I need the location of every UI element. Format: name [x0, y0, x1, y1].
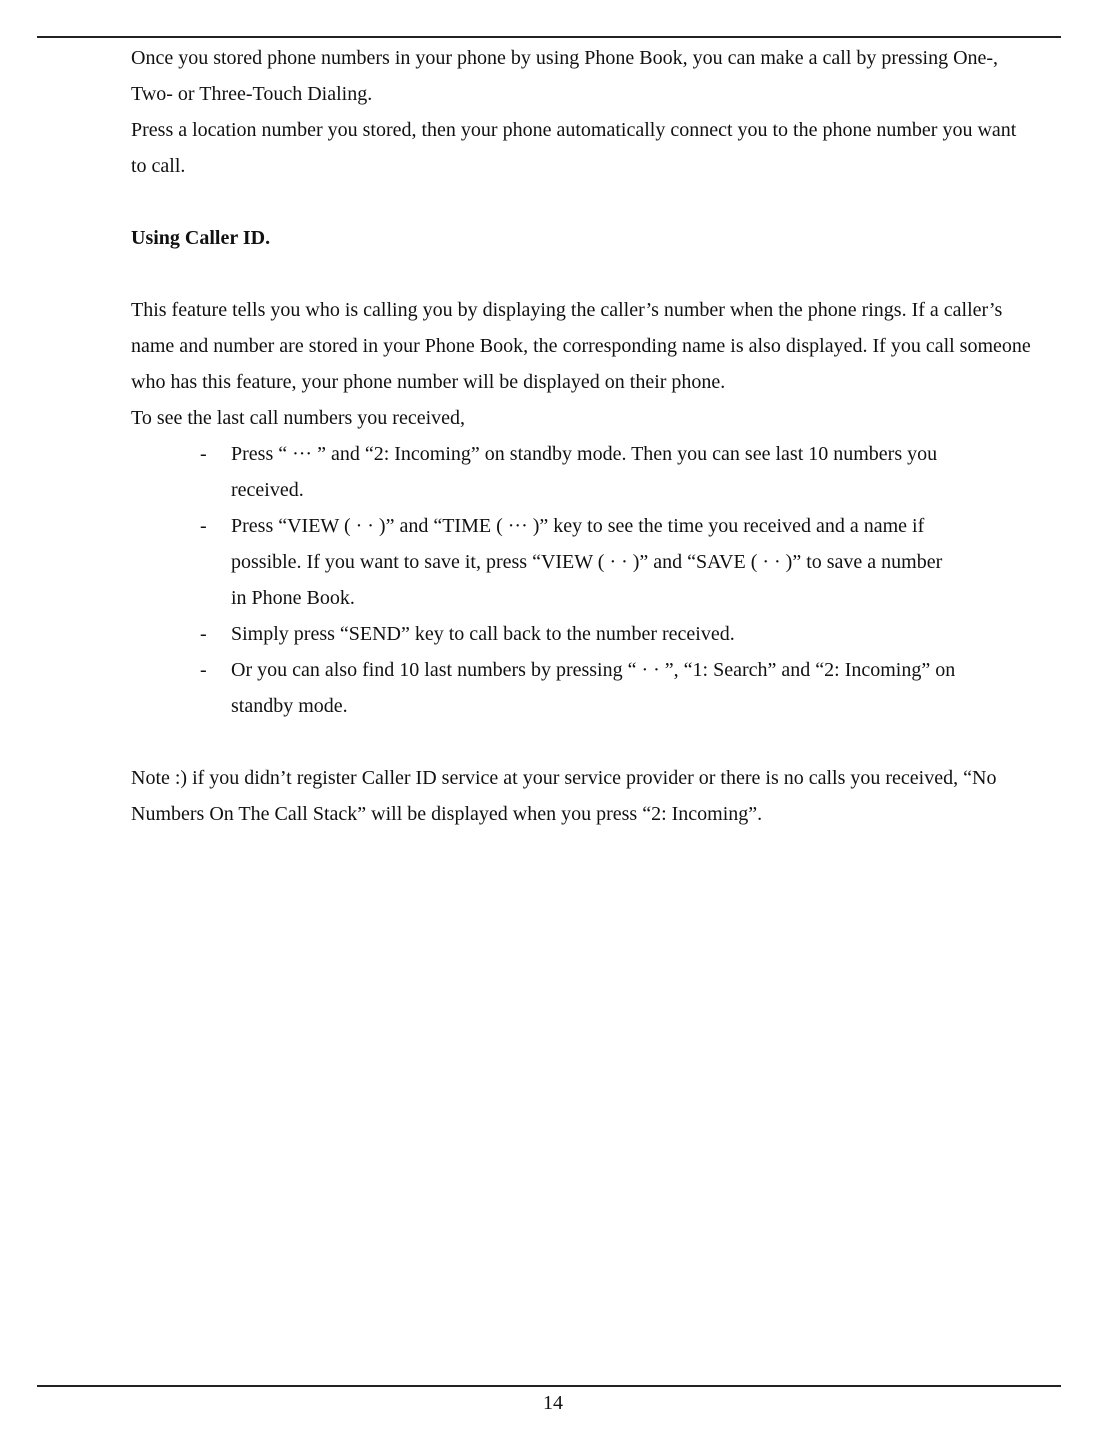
instruction-list [131, 436, 960, 724]
spacer [131, 184, 1031, 220]
caller-id-description: This feature tells you who is calling you by displaying the caller’s number when the phone rings. If a caller’s name and number are stored in your Phone Book, the corresponding name is also displayed. If you call someone who has this feature, your phone number will be displayed on their phone. [131, 299, 1031, 393]
top-rule [37, 36, 1061, 38]
page-number: 14 [543, 1392, 563, 1414]
spacer [131, 724, 1031, 760]
list-item: - Simply press “SEND” key to call back to the number received. [200, 616, 960, 652]
spacer [131, 256, 1031, 292]
list-item: - Or you can also find 10 last numbers by pressing “ · · ”, “1: Search” and “2: Incoming” on standby mode. [200, 652, 960, 724]
list-item: - Press “ ··· ” and “2: Incoming” on standby mode. Then you can see last 10 numbers you received. [200, 436, 960, 508]
note-paragraph: Note :) if you didn’t register Caller ID service at your service provider or there is no calls you received, “No Numbers On The Call Stack” will be displayed when you press “2: Incoming”. [131, 767, 997, 825]
caller-id-instructions-lead: To see the last call numbers you received, [131, 407, 466, 429]
list-item: - Press “VIEW ( · · )” and “TIME ( ··· )” key to see the time you received and a name if possible. If you want to save it, press “VIEW ( · · )” and “SAVE ( · · )” to save a number in Phone Book. [200, 508, 960, 616]
bottom-rule [37, 1385, 1061, 1387]
intro-paragraph-1: Once you stored phone numbers in your phone by using Phone Book, you can make a call by pressing One-, Two- or Three-Touch Dialing. [131, 47, 999, 105]
section-heading: Using Caller ID. [131, 227, 271, 249]
intro-paragraph-2: Press a location number you stored, then your phone automatically connect you to the phone number you want to call. [131, 119, 1017, 177]
page-content [131, 40, 1031, 832]
